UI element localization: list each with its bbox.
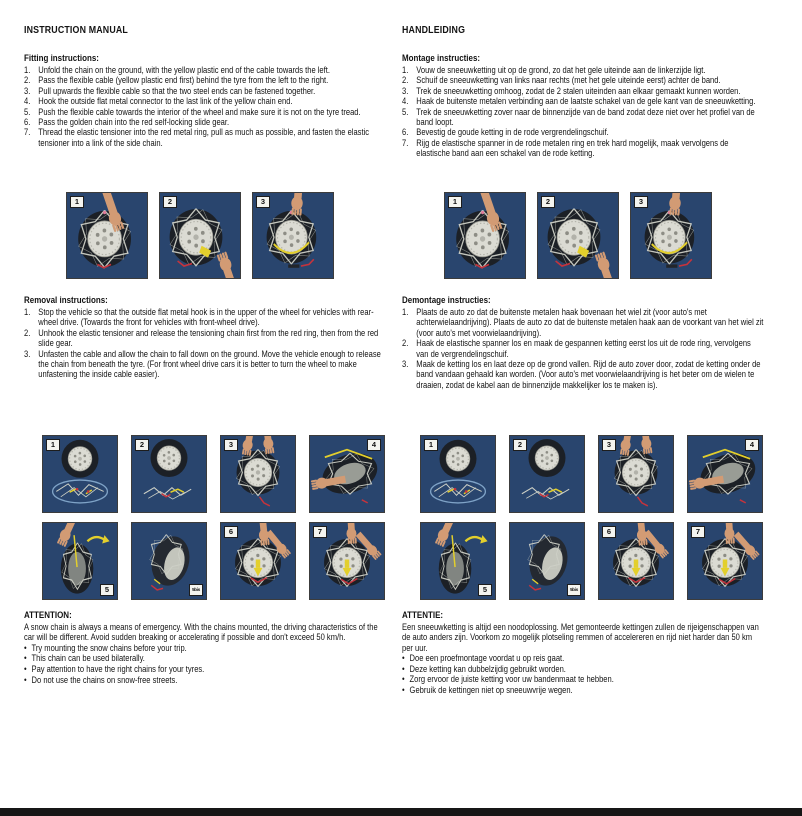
- bullet-icon: •: [24, 653, 27, 664]
- instruction-step: [402, 359, 764, 390]
- instruction-photo: [131, 522, 207, 600]
- bullet-text: Deze ketting kan dubbelzijdig gebruikt worden.: [409, 663, 566, 674]
- section-fitting-nl: [402, 24, 764, 192]
- attention-bullet: [402, 685, 764, 696]
- attention-bullets-nl: [402, 653, 764, 695]
- bullet-text: Try mounting the snow chains before your trip.: [31, 642, 187, 653]
- step-text: Haak de elastische spanner los en maak de gespannen ketting eerst los uit de rode ring, vervolgens van de vergrendelingschuif.: [416, 338, 751, 359]
- step-text: Trek de sneeuwketting zover naar de binnenzijde van de band zodat deze niet over het profiel van de band loopt.: [416, 106, 755, 128]
- attention-bullet: [24, 643, 386, 654]
- step-text: Thread the elastic tensioner into the red metal ring, pull as much as possible, and fasten the elastic tensioner into a link of the side chain.: [38, 127, 370, 148]
- step-text: Unfold the chain on the ground, with the yellow plastic end of the cable towards the left.: [38, 65, 330, 75]
- step-number: 5.: [24, 106, 31, 117]
- instruction-photo: [537, 192, 619, 279]
- step-number: 2.: [402, 338, 409, 349]
- photo-number-badge: 1: [70, 196, 84, 208]
- page-footer-bar: [0, 808, 802, 816]
- bullet-text: Gebruik de kettingen niet op sneeuwvrije wegen.: [409, 685, 573, 695]
- instruction-step: [24, 107, 386, 117]
- photo-number-badge: 2: [513, 439, 527, 451]
- bullet-icon: •: [24, 674, 27, 685]
- fitting-steps-nl: [402, 65, 764, 159]
- instruction-step: [402, 96, 764, 106]
- attention-bullet: [24, 653, 386, 664]
- step-number: 5.: [402, 106, 409, 117]
- removal-steps-en: [24, 307, 386, 380]
- step-text: Pass the golden chain into the red self-locking slide gear.: [38, 117, 230, 128]
- step-text: Pull upwards the flexible cable so that the two steel ends can be fastened together.: [38, 85, 316, 96]
- instruction-step: [402, 338, 764, 359]
- instruction-photo: [309, 522, 385, 600]
- step-number: 1.: [24, 307, 31, 317]
- step-number: 3.: [402, 359, 409, 370]
- step-number: 7.: [402, 137, 409, 148]
- instruction-photo: [509, 435, 585, 513]
- bullet-text: Doe een proefmontage voordat u op reis gaat.: [409, 653, 565, 664]
- instruction-step: [402, 138, 764, 159]
- photo-number-badge: 1: [46, 439, 60, 451]
- bullet-text: Zorg ervoor de juiste ketting voor uw bandenmaat te hebben.: [409, 674, 614, 685]
- step-text: Plaats de auto zo dat de buitenste metalen haak bovenaan het wiel zit (voor auto's met achterwielaandrijving). Plaats de auto zo dat de buitenste metalen haak aan de voorkant van het wiel zit (voor auto's met voorwielaandrijving).: [416, 307, 764, 338]
- attention-bullet: [24, 675, 386, 686]
- instruction-step: [24, 307, 386, 328]
- instruction-photo: [309, 435, 385, 513]
- photo-number-badge: 7: [313, 526, 327, 538]
- step-text: Push the flexible cable towards the interior of the wheel and make sure it is not on the tyre tread.: [38, 106, 361, 117]
- step-text: Bevestig de goude ketting in de rode vergrendelingschuif.: [416, 127, 609, 138]
- step-text: Schuif de sneeuwketting van links naar rechts (met het gele uiteinde eerst) achter de band.: [416, 75, 721, 86]
- instruction-step: [24, 349, 386, 380]
- attention-bullet: [402, 664, 764, 675]
- column-english: [24, 24, 386, 696]
- removal-figures-nl: [402, 435, 764, 600]
- section-attention-en: [24, 610, 386, 685]
- step-number: 1.: [24, 65, 31, 75]
- instruction-step: [402, 107, 764, 128]
- instruction-photo: [66, 192, 148, 279]
- attention-heading-en: ATTENTION:: [24, 610, 72, 621]
- instruction-photo: [159, 192, 241, 279]
- page-title-nl: HANDLEIDING: [402, 24, 466, 36]
- instruction-photo: [509, 522, 585, 600]
- step-text: Maak de ketting los en laat deze op de grond vallen. Rijd de auto zover door, zodat de ketting onder de band vandaan gehaald kan worden. (Voor auto's met voorwielaandrijving is het beter om de wielen te draaien, zodat de kabel aan de binnenzijde makkelijker los te maken is).: [416, 359, 761, 390]
- step-number: 1.: [402, 65, 409, 75]
- attention-bullet: [24, 664, 386, 675]
- instruction-photo: [687, 435, 763, 513]
- attention-bullets-en: [24, 643, 386, 685]
- bullet-text: This chain can be used bilaterally.: [31, 653, 145, 664]
- instruction-photo: [420, 435, 496, 513]
- instruction-step: [24, 86, 386, 96]
- instruction-photo: [444, 192, 526, 279]
- photo-number-badge: 5bis: [567, 584, 581, 596]
- instruction-step: [402, 307, 764, 338]
- photo-number-badge: 3: [224, 439, 238, 451]
- step-number: 2.: [24, 327, 31, 338]
- step-text: Haak de buitenste metalen verbinding aan de laatste schakel van de gele kant van de sneeuwketting.: [416, 96, 756, 107]
- section-fitting-en: [24, 24, 386, 192]
- photo-number-badge: 5: [478, 584, 492, 596]
- step-text: Hook the outside flat metal connector to the last link of the yellow chain end.: [38, 96, 293, 107]
- instruction-photo: [131, 435, 207, 513]
- instruction-photo: [420, 522, 496, 600]
- photo-number-badge: 2: [541, 196, 555, 208]
- photo-number-badge: 7: [691, 526, 705, 538]
- photo-number-badge: 5: [100, 584, 114, 596]
- step-text: Stop the vehicle so that the outside flat metal hook is in the upper of the wheel for vehicles with rear-wheel drive. (Towards the front for vehicles with front-wheel drive).: [38, 307, 374, 328]
- removal-heading-en: Removal instructions:: [24, 295, 108, 306]
- bullet-icon: •: [24, 664, 27, 674]
- fitting-heading-nl: Montage instructies:: [402, 53, 481, 64]
- fitting-figures-en: [24, 192, 386, 281]
- photo-number-badge: 3: [256, 196, 270, 208]
- photo-number-badge: 6: [602, 526, 616, 538]
- instruction-step: [24, 328, 386, 349]
- photo-number-badge: 4: [745, 439, 759, 451]
- step-number: 6.: [402, 127, 409, 138]
- photo-number-badge: 1: [448, 196, 462, 208]
- fitting-steps-en: [24, 65, 386, 148]
- instruction-photo: [687, 522, 763, 600]
- step-number: 6.: [24, 117, 31, 128]
- step-text: Trek de sneeuwketting omhoog, zodat de 2 stalen uiteinden aan elkaar gemaakt kunnen worden.: [416, 85, 741, 96]
- instruction-step: [24, 117, 386, 127]
- attention-body-nl: Een sneeuwketting is altijd een noodoplossing. Met gemonteerde kettingen zullen de rijeigenschappen van de auto anders zijn. Voorkom zo mogelijk plotseling remmen of accelereren en rijd niet harder dan 50 km per uur.: [402, 622, 759, 653]
- photo-number-badge: 4: [367, 439, 381, 451]
- instruction-photo: [42, 435, 118, 513]
- removal-figures-en: [24, 435, 386, 600]
- step-number: 3.: [402, 85, 409, 96]
- bullet-icon: •: [24, 642, 27, 653]
- column-dutch: [402, 24, 764, 696]
- instruction-photo: [220, 435, 296, 513]
- step-text: Pass the flexible cable (yellow plastic end first) behind the tyre from the left to the right.: [38, 75, 329, 86]
- step-number: 4.: [24, 96, 31, 107]
- attention-bullet: [402, 674, 764, 685]
- instruction-step: [402, 75, 764, 85]
- step-number: 1.: [402, 307, 409, 317]
- section-removal-en: [24, 295, 386, 435]
- bullet-text: Do not use the chains on snow-free streets.: [31, 674, 178, 685]
- section-removal-nl: [402, 295, 764, 435]
- step-number: 4.: [402, 96, 409, 107]
- step-number: 2.: [402, 75, 409, 86]
- instruction-photo: [598, 522, 674, 600]
- photo-number-badge: 2: [135, 439, 149, 451]
- photo-number-badge: 3: [634, 196, 648, 208]
- bullet-icon: •: [402, 674, 405, 685]
- instruction-photo: [630, 192, 712, 279]
- fitting-heading-en: Fitting instructions:: [24, 53, 99, 64]
- photo-number-badge: 6: [224, 526, 238, 538]
- photo-number-badge: 1: [424, 439, 438, 451]
- attention-body-en: A snow chain is always a means of emergency. With the chains mounted, the driving characteristics of the car will be different. Avoid sudden breaking or accelerating if possible and don't exceed 50 km/h.: [24, 622, 378, 643]
- page-title-en: INSTRUCTION MANUAL: [24, 24, 128, 36]
- instruction-step: [402, 127, 764, 137]
- removal-steps-nl: [402, 307, 764, 390]
- attention-bullet: [402, 653, 764, 664]
- section-attention-nl: [402, 610, 764, 696]
- instruction-photo: [598, 435, 674, 513]
- bullet-icon: •: [402, 663, 405, 674]
- step-number: 2.: [24, 75, 31, 86]
- bullet-text: Pay attention to have the right chains for your tyres.: [31, 664, 205, 674]
- attention-heading-nl: ATTENTIE:: [402, 610, 444, 621]
- instruction-step: [402, 86, 764, 96]
- step-number: 7.: [24, 127, 31, 138]
- photo-number-badge: 2: [163, 196, 177, 208]
- fitting-figures-nl: [402, 192, 764, 281]
- bullet-icon: •: [402, 685, 405, 695]
- step-text: Vouw de sneeuwketting uit op de grond, zo dat het gele uiteinde aan de linkerzijde ligt.: [416, 65, 706, 75]
- photo-number-badge: 5bis: [189, 584, 203, 596]
- step-number: 3.: [24, 348, 31, 359]
- removal-heading-nl: Demontage instructies:: [402, 295, 491, 306]
- instruction-step: [402, 65, 764, 75]
- instruction-step: [24, 65, 386, 75]
- instruction-photo: [220, 522, 296, 600]
- instruction-step: [24, 127, 386, 148]
- instruction-step: [24, 96, 386, 106]
- instruction-photo: [42, 522, 118, 600]
- step-text: Rijg de elastische spanner in de rode metalen ring en trek hard mogelijk, maak vervolgens de elastische band aan een schakel van de rode ketting.: [416, 137, 729, 159]
- bullet-icon: •: [402, 653, 405, 664]
- step-text: Unhook the elastic tensioner and release the tensioning chain first from the red ring, then from the red slide gear.: [38, 327, 379, 349]
- instruction-photo: [252, 192, 334, 279]
- step-text: Unfasten the cable and allow the chain to fall down on the ground. Move the vehicle enough to release the chain from beneath the tyre. (For front wheel drive cars it is better to turn the wheel to make unfastening the inside cable easier).: [38, 348, 381, 380]
- photo-number-badge: 3: [602, 439, 616, 451]
- step-number: 3.: [24, 85, 31, 96]
- instruction-step: [24, 75, 386, 85]
